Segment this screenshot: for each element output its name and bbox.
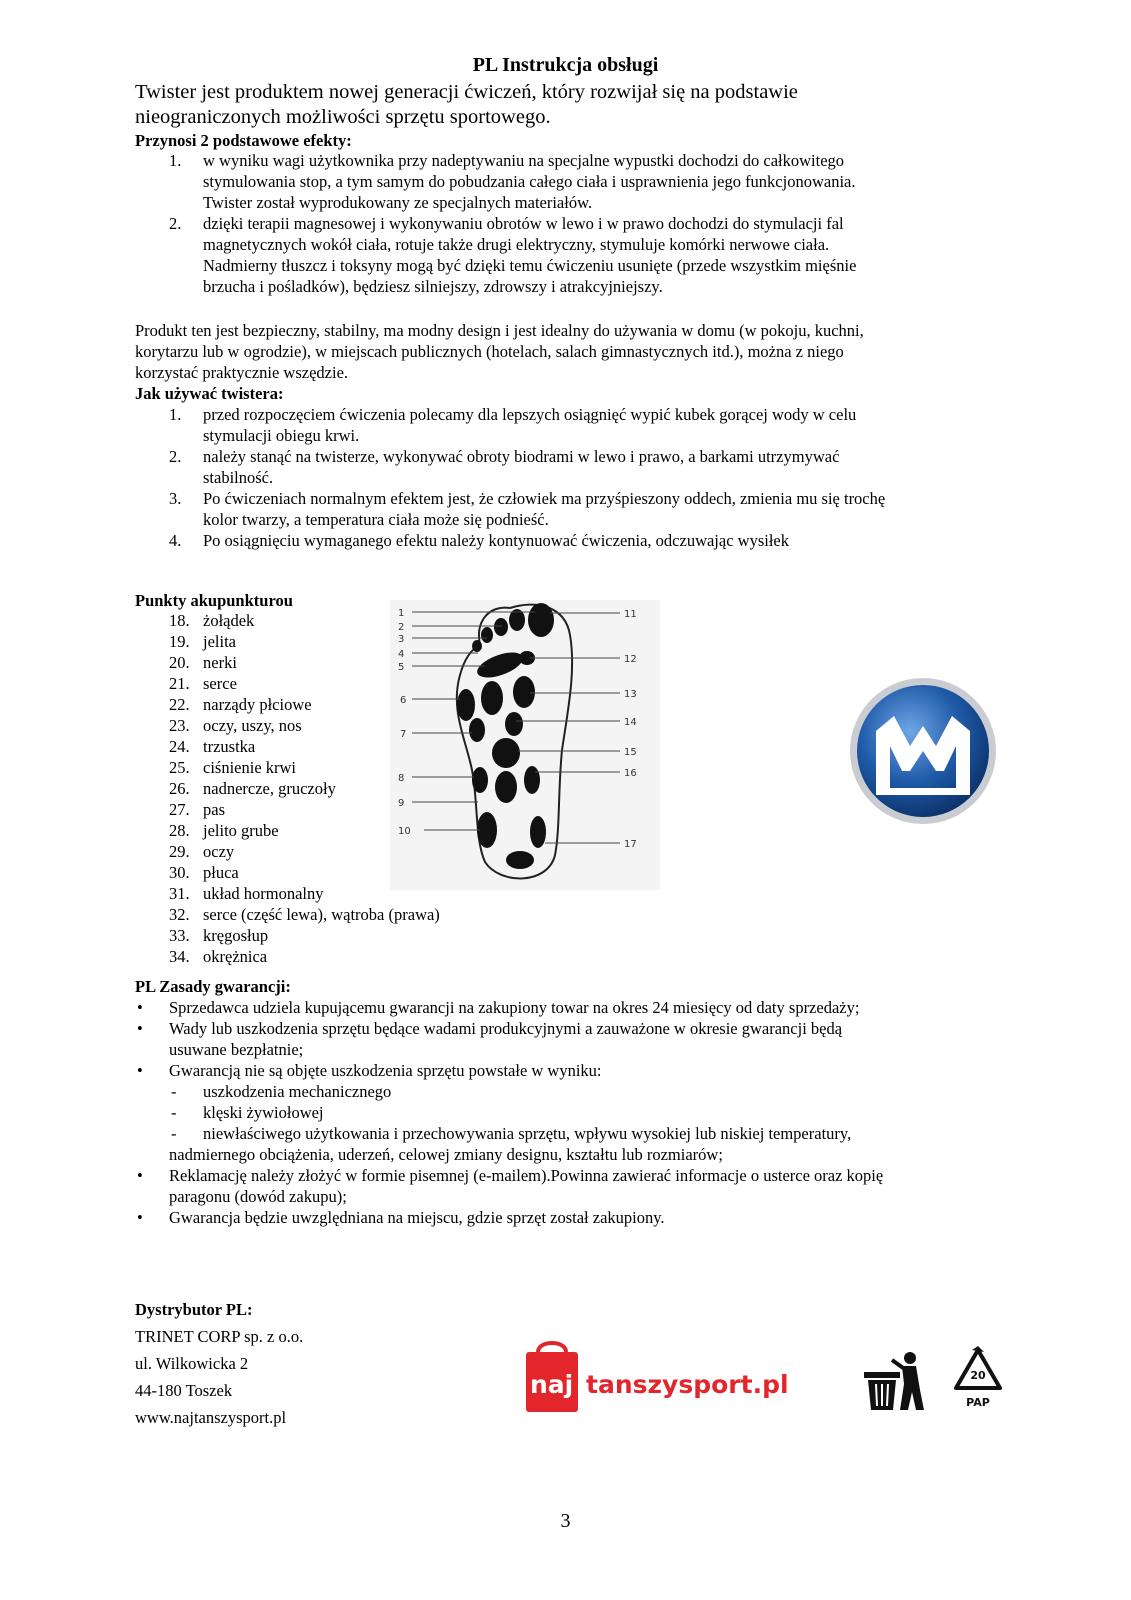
- reflex-point: [505, 712, 523, 736]
- list-item: • Reklamację należy złożyć w formie pisemnej (e-mailem).Powinna zawierać informacje o usterce oraz kopię paragonu (dowód zakupu);: [137, 1166, 884, 1206]
- usage-item-4: 4. Po osiągnięciu wymaganego efektu należy kontynuować ćwiczenia, odczuwając wysiłek: [169, 531, 789, 550]
- reflex-point: [481, 681, 503, 715]
- list-item: 30. płuca: [169, 863, 239, 882]
- usage-item-1: 1. przed rozpoczęciem ćwiczenia polecamy dla lepszych osiągnięć wypić kubek gorącej wody w celu stymulacji obiegu krwi.: [169, 405, 857, 445]
- distributor-heading: Dystrybutor PL:: [135, 1300, 253, 1319]
- reflex-point: [472, 767, 488, 793]
- effects-heading: Przynosi 2 podstawowe efekty:: [135, 131, 352, 150]
- reflex-point: [524, 766, 540, 794]
- page-title: PL Instrukcja obsługi: [472, 54, 659, 76]
- distributor-city: 44-180 Toszek: [135, 1381, 233, 1400]
- list-item: - uszkodzenia mechanicznego: [171, 1082, 392, 1101]
- diagram-background: [390, 600, 660, 890]
- effects-item-1: 1. w wyniku wagi użytkownika przy nadeptywaniu na specjalne wypustki dochodzi do całkowitego stymulowania stop, a tym samym do pobudzania całego ciała i usprawnienia jego funkcjonowania. Twister został wyprodukowany ze specjalnych materiałów.: [169, 151, 856, 212]
- bullet-icon: •: [137, 1166, 143, 1185]
- recycling-triangle-icon: [948, 1346, 1008, 1412]
- reflex-point: [530, 816, 546, 848]
- list-item: • Gwarancją nie są objęte uszkodzenia sprzętu powstałe w wyniku:: [137, 1061, 602, 1080]
- list-item: - klęski żywiołowej: [171, 1103, 324, 1122]
- shop-logo: [524, 1340, 794, 1420]
- diagram-label: 16: [624, 768, 637, 779]
- list-item: • Sprzedawca udziela kupującemu gwarancji na zakupiony towar na okres 24 miesięcy od daty sprzedaży;: [137, 998, 860, 1017]
- diagram-label: 6: [400, 695, 407, 706]
- diagram-label: 9: [398, 798, 405, 809]
- reflex-point: [457, 689, 475, 721]
- list-item: 25. ciśnienie krwi: [169, 758, 297, 777]
- diagram-label: 1: [398, 608, 405, 619]
- list-item: 20. nerki: [169, 653, 237, 672]
- list-item: 18. żołądek: [169, 611, 255, 630]
- recycling-number: 20: [970, 1369, 986, 1382]
- list-item: 22. narządy płciowe: [169, 695, 312, 714]
- list-item: 24. trzustka: [169, 737, 256, 756]
- distributor-website[interactable]: www.najtanszysport.pl: [135, 1408, 287, 1427]
- usage-list: [135, 404, 1005, 551]
- reflex-point: [506, 851, 534, 869]
- page-number: 3: [560, 1510, 571, 1532]
- intro-text: Twister jest produktem nowej generacji ćwiczeń, który rozwijał się na podstawie nieograniczonych możliwości sprzętu sportowego.: [135, 81, 798, 128]
- effects-list: [135, 150, 1005, 297]
- usage-item-3: 3. Po ćwiczeniach normalnym efektem jest, że człowiek ma przyśpieszony oddech, zmienia mu się trochę kolor twarzy, a temperatura ciała może się podnieść.: [169, 489, 886, 529]
- reflex-point: [492, 738, 520, 768]
- bullet-icon: •: [137, 1019, 143, 1038]
- list-item: • Gwarancja będzie uwzględniana na miejscu, gdzie sprzęt został zakupiony.: [137, 1208, 665, 1227]
- toe-point: [481, 627, 493, 643]
- diagram-label: 4: [398, 649, 405, 660]
- foot-diagram: [390, 600, 660, 890]
- list-item: 31. układ hormonalny: [169, 884, 324, 903]
- diagram-label: 2: [398, 622, 405, 633]
- warranty-list: • Sprzedawca udziela kupującemu gwarancji na zakupiony towar na okres 24 miesięcy od daty sprzedaży; • Wady lub uszkodzenia sprzętu będące wadami produkcyjnymi a zauważone w okresie gwarancji będą usuwane bezpłatnie; • Gwarancją nie są objęte uszkodzenia sprzętu powstałe w wyniku: - uszkodzenia mechanicznego - klęski żywiołowej - niewłaściwego użytkowania i przechowywania sprzętu, wpływu wysokiej lub niskiej temperatury, nadmiernego obciążenia, uderzeń, celowej zmiany designu, kształtu lub rozmiarów; • Reklamację należy złożyć w formie pisemnej (e-mailem).Powinna zawierać informacje o usterce oraz kopię paragonu (dowód zakupu); • Gwarancja będzie uwzględniana na miejscu, gdzie sprzęt został zakupiony.: [135, 997, 1015, 1228]
- list-item: - niewłaściwego użytkowania i przechowywania sprzętu, wpływu wysokiej lub niskiej temperatury,: [171, 1124, 852, 1143]
- effects-item-2: 2. dzięki terapii magnesowej i wykonywaniu obrotów w lewo i w prawo dochodzi do stymulacji fal magnetycznych wokół ciała, rotuje także drugi elektryczny, stymuluje komórki nerwowe ciała. Nadmierny tłuszcz i toksyny mogą być dzięki temu ćwiczeniu usunięte (przede wszystkim mięśnie brzucha i pośladków), będziesz silniejszy, zdrowszy i atrakcyjniejszy.: [169, 214, 857, 296]
- diagram-label: 11: [624, 609, 637, 620]
- distributor-name: TRINET CORP sp. z o.o.: [135, 1327, 304, 1346]
- reflex-point: [495, 771, 517, 803]
- diagram-label: 13: [624, 689, 637, 700]
- list-item: 29. oczy: [169, 842, 235, 861]
- diagram-label: 5: [398, 662, 405, 673]
- logo-prefix: naj: [530, 1370, 574, 1399]
- diagram-label: 17: [624, 839, 637, 850]
- diagram-label: 14: [624, 717, 637, 728]
- list-item: 28. jelito grube: [169, 821, 279, 840]
- diagram-label: 12: [624, 654, 637, 665]
- usage-heading: Jak używać twistera:: [135, 384, 284, 403]
- diagram-label: 3: [398, 634, 405, 645]
- reflex-point: [469, 718, 485, 742]
- list-item: 26. nadnercze, gruczoły: [169, 779, 336, 798]
- distributor-block: [135, 1296, 303, 1431]
- brand-logo-badge: [848, 676, 998, 826]
- toe-point: [528, 603, 554, 637]
- toe-point: [472, 640, 482, 652]
- toe-point: [494, 618, 508, 636]
- product-paragraph: Produkt ten jest bezpieczny, stabilny, ma modny design i jest idealny do używania w domu (w pokoju, kuchni, korytarzu lub w ogrodzie), w miejscach publicznych (hotelach, salach gimnastycznych itd.), można z niego korzystać praktycznie wszędzie.: [135, 321, 864, 382]
- diagram-label: 7: [400, 729, 407, 740]
- warranty-heading: PL Zasady gwarancji:: [135, 977, 291, 996]
- acupuncture-heading: Punkty akupunkturou: [135, 591, 293, 610]
- distributor-street: ul. Wilkowicka 2: [135, 1354, 249, 1373]
- usage-item-2: 2. należy stanąć na twisterze, wykonywać obroty biodrami w lewo i prawo, a barkami utrzymywać stabilność.: [169, 447, 840, 487]
- list-item: 32. serce (część lewa), wątroba (prawa): [169, 905, 440, 924]
- list-item: 23. oczy, uszy, nos: [169, 716, 302, 735]
- list-item: • Wady lub uszkodzenia sprzętu będące wadami produkcyjnymi a zauważone w okresie gwarancji będą usuwane bezpłatnie;: [137, 1019, 843, 1059]
- list-item: 27. pas: [169, 800, 225, 819]
- reflex-point: [513, 676, 535, 708]
- list-item: 21. serce: [169, 674, 237, 693]
- list-item: 33. kręgosłup: [169, 926, 269, 945]
- diagram-label: 15: [624, 747, 637, 758]
- diagram-label: 10: [398, 826, 411, 837]
- bullet-icon: •: [137, 1061, 143, 1080]
- list-item: 19. jelita: [169, 632, 236, 651]
- bullet-icon: •: [137, 998, 143, 1017]
- diagram-label: 8: [398, 773, 405, 784]
- recycling-code: PAP: [966, 1396, 990, 1409]
- trash-bin-icon: [862, 1350, 928, 1412]
- logo-suffix: tanszysport.pl: [586, 1370, 789, 1399]
- list-item: 34. okrężnica: [169, 947, 268, 966]
- bullet-icon: •: [137, 1208, 143, 1227]
